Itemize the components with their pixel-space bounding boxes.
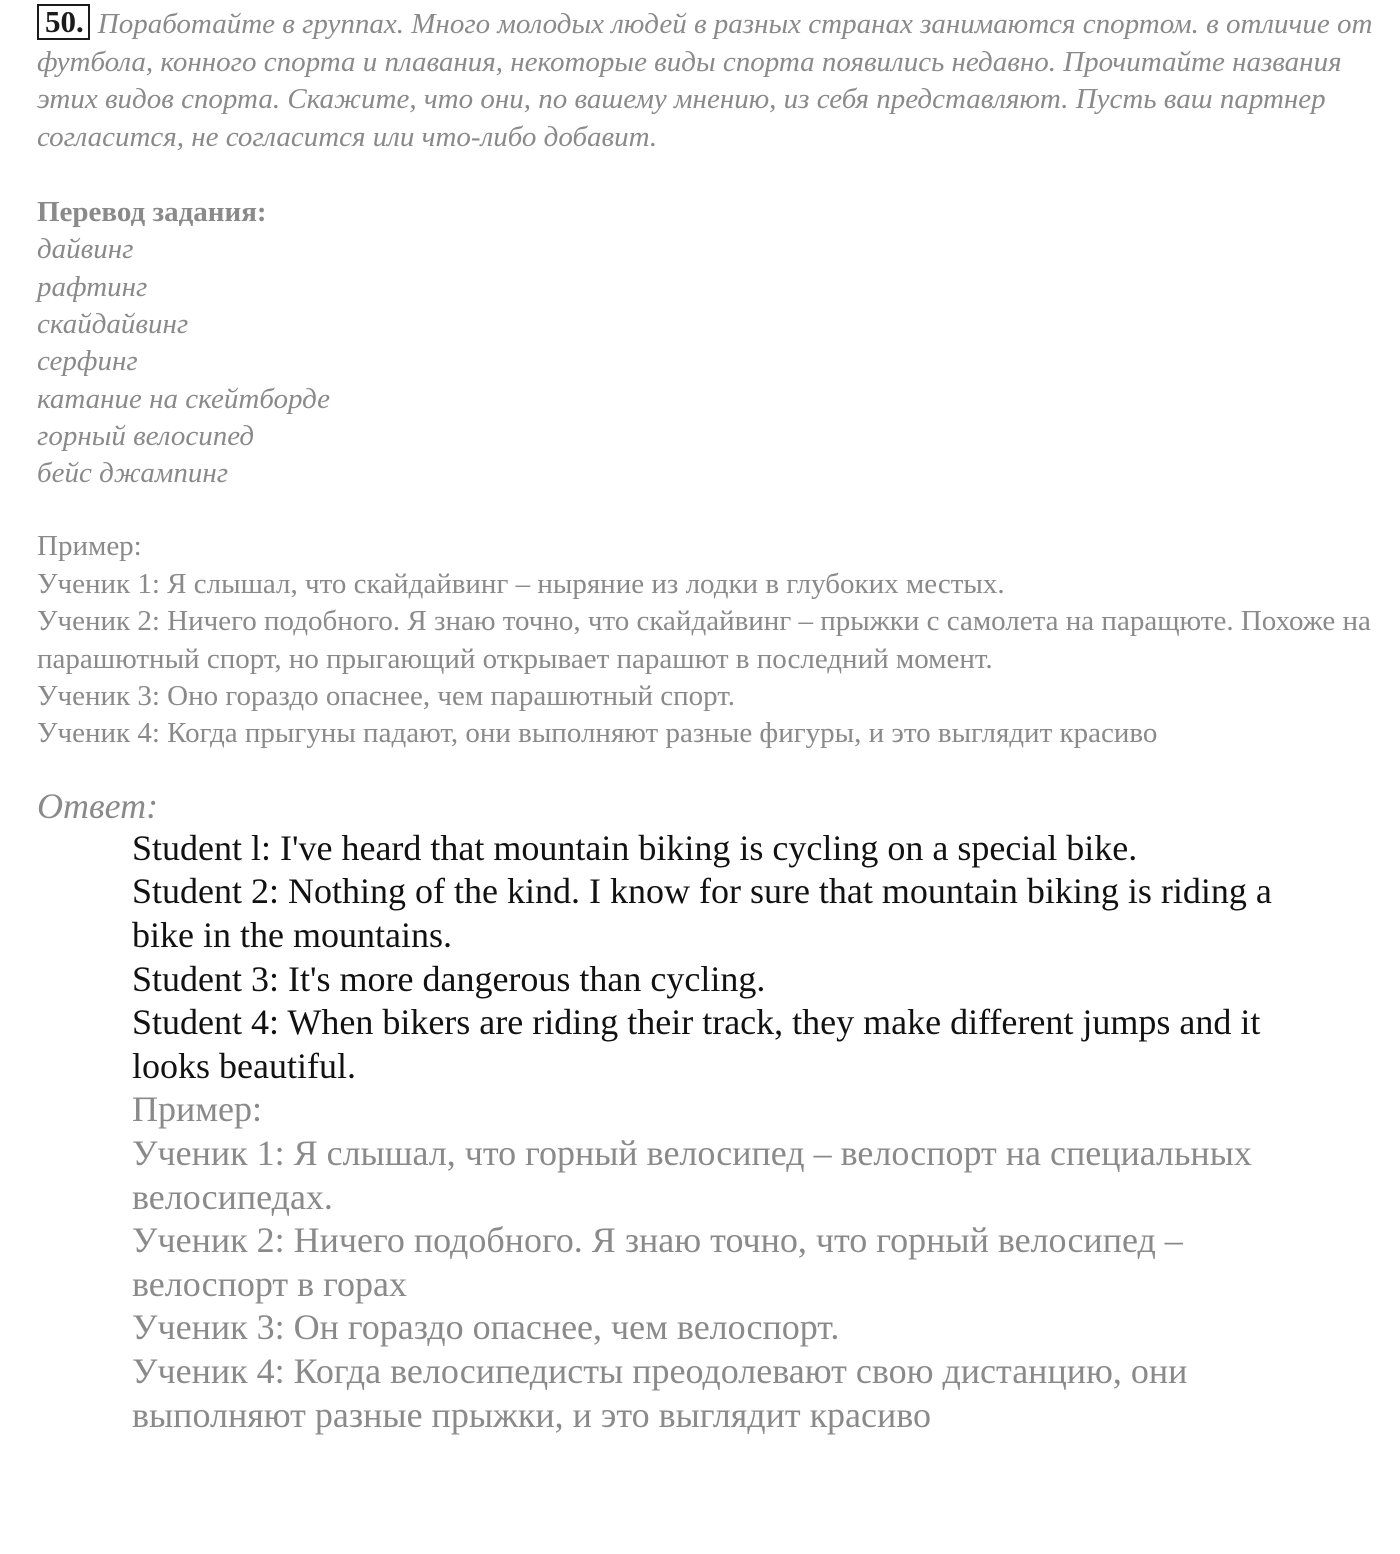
sport-item: скайдайвинг	[37, 307, 189, 340]
answer-example-label: Пример:	[132, 1089, 263, 1130]
example-section	[37, 528, 1377, 752]
sport-list	[37, 231, 1377, 492]
answer-english-line: Student 4: When bikers are riding their track, they make different jumps and it looks beautiful.	[132, 1002, 1261, 1086]
sport-item: бейс джампинг	[37, 457, 229, 490]
sport-item: дайвинг	[37, 233, 134, 266]
sport-item: катание на скейтборде	[37, 382, 331, 415]
document-page	[37, 4, 1377, 1437]
answer-section	[132, 827, 1312, 1437]
translation-section	[37, 194, 1377, 492]
answer-english-line: Student 2: Nothing of the kind. I know for sure that mountain biking is riding a bike in the mountains.	[132, 871, 1272, 956]
example-label: Пример:	[37, 530, 142, 563]
answer-english-line: Student 3: It's more dangerous than cycling.	[132, 958, 766, 999]
answer-english-line: Student l: I've heard that mountain biking is cycling on a special bike.	[132, 827, 1138, 868]
answer-russian-line: Ученик 2: Ничего подобного. Я знаю точно, что горный велосипед – велоспорт в горах	[132, 1220, 1183, 1304]
example-line: Ученик 1: Я слышал, что скайдайвинг – ныряние из лодки в глубоких местых.	[37, 567, 1005, 600]
task-number: 50.	[37, 4, 90, 40]
example-line: Ученик 2: Ничего подобного. Я знаю точно, что скайдайвинг – прыжки с самолета на паращюте. Похоже на парашютный спорт, но прыгающий открывает парашют в последний момент.	[37, 605, 1371, 675]
sport-item: рафтинг	[37, 270, 148, 303]
example-line: Ученик 3: Оно гораздо опаснее, чем парашютный спорт.	[37, 680, 736, 713]
example-line: Ученик 4: Когда прыгуны падают, они выполняют разные фигуры, и это выглядит красиво	[37, 717, 1158, 750]
answer-russian-line: Ученик 4: Когда велосипедисты преодолевают свою дистанцию, они выполняют разные прыжки, и это выглядит красиво	[132, 1351, 1188, 1435]
translation-heading: Перевод задания:	[37, 196, 267, 229]
answer-russian-line: Ученик 1: Я слышал, что горный велосипед – велоспорт на специальных велосипедах.	[132, 1133, 1252, 1217]
answer-label: Ответ:	[37, 785, 159, 826]
sport-item: горный велосипед	[37, 419, 255, 452]
answer-russian-line: Ученик 3: Он гораздо опаснее, чем велоспорт.	[132, 1307, 840, 1348]
task-text: Поработайте в группах. Много молодых людей в разных странах занимаются спортом. в отличие от футбола, конного спорта и плавания, некоторые виды спорта появились недавно. Прочитайте названия этих видов спорта. Скажите, что они, по вашему мнению, из себя представляют. Пусть ваш партнер согласится, не согласится или что-либо добавит.	[37, 8, 1373, 153]
sport-item: серфинг	[37, 345, 138, 378]
task-statement	[37, 4, 1377, 156]
